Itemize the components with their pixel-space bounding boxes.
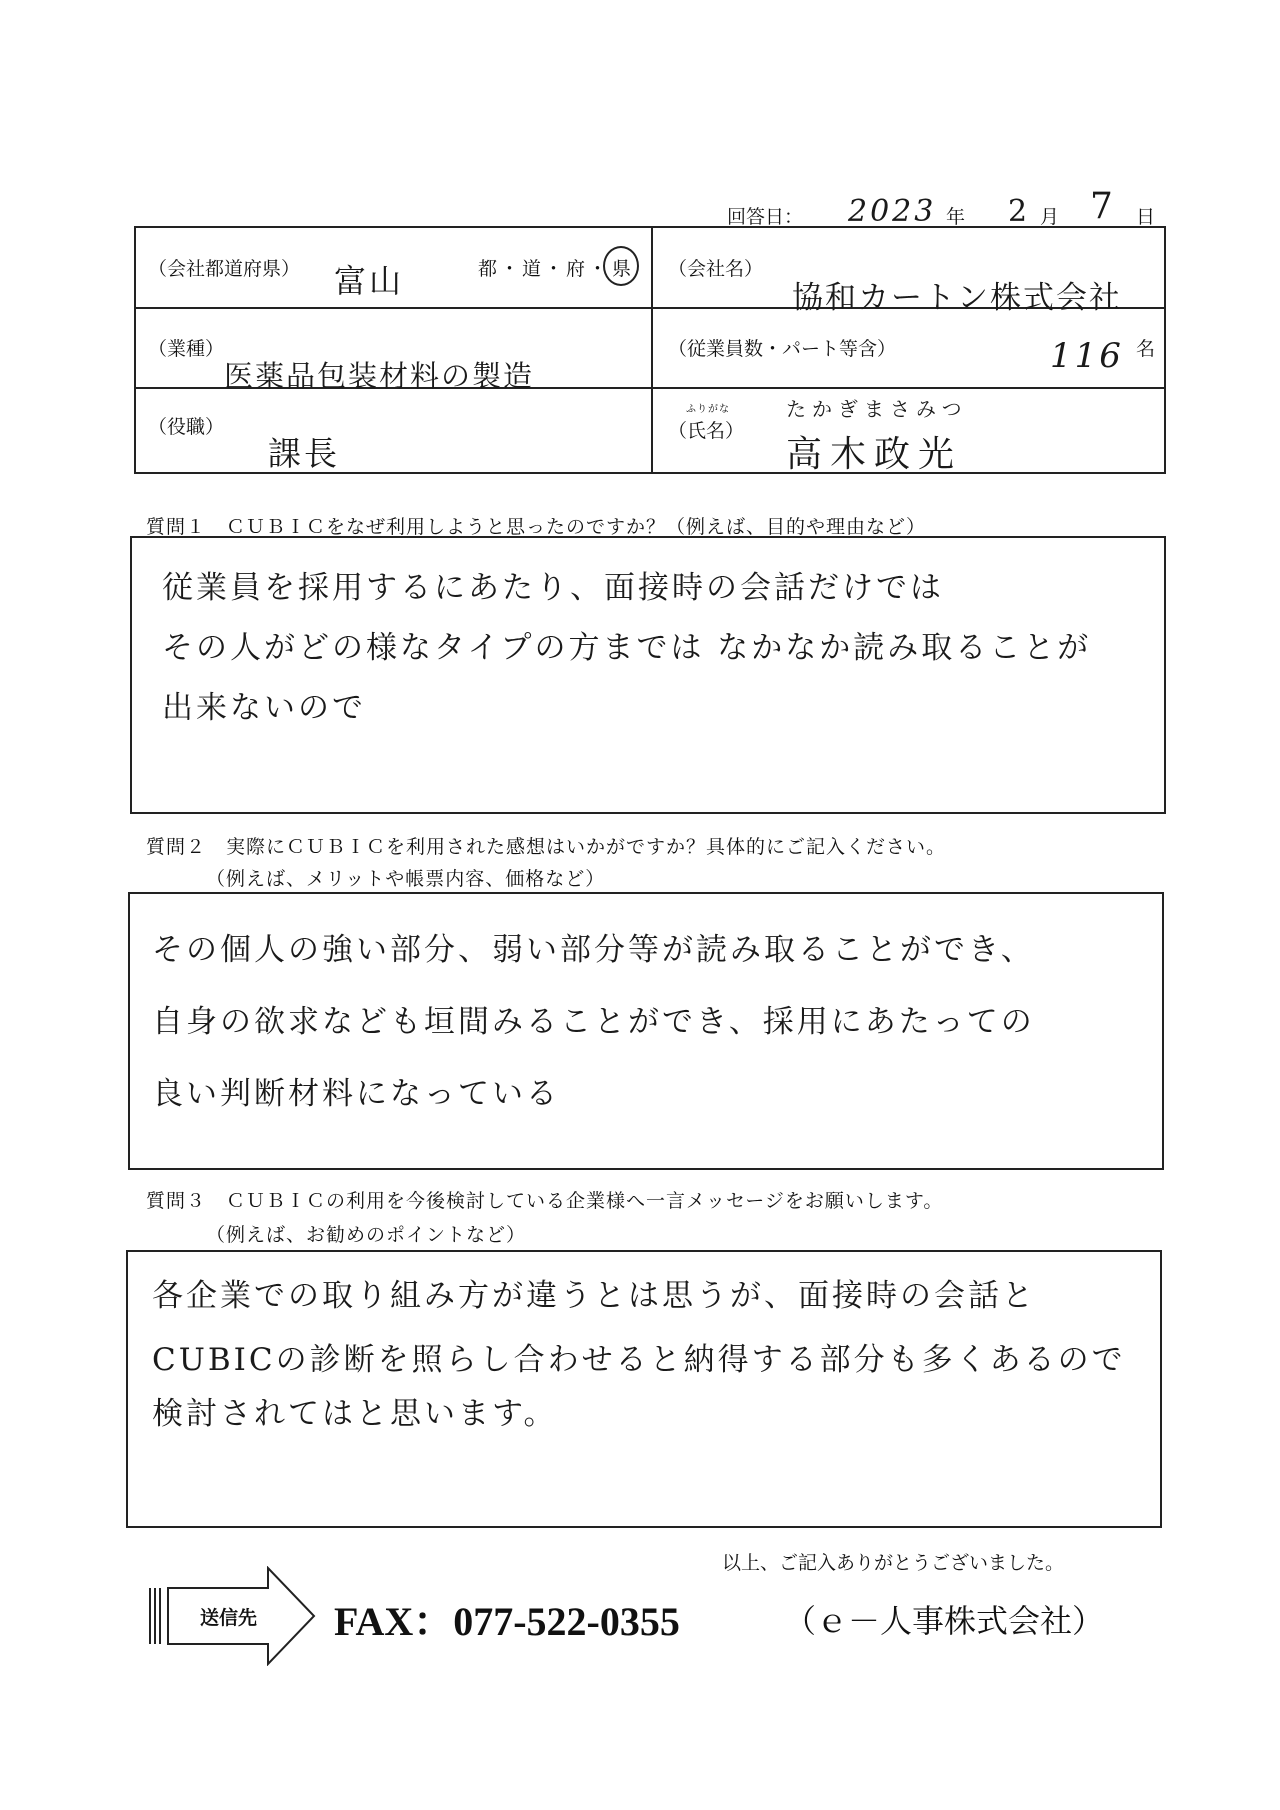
- answer-1-line-3: 出来ないので: [162, 690, 366, 726]
- answer-3-line-2: CUBICの診断を照らし合わせると納得する部分も多くあるので: [152, 1342, 1126, 1378]
- date-day: 7: [1090, 186, 1116, 227]
- date-month-unit: 月: [1040, 206, 1060, 228]
- answer-3-line-3: 検討されてはと思います。: [152, 1396, 558, 1432]
- date-year: 2023: [848, 194, 937, 229]
- prefecture-suffix-ken: 県: [612, 258, 632, 280]
- answer-2-line-3: 良い判断材料になっている: [152, 1076, 560, 1112]
- question-2-label: 質問２ 実際にＣＵＢＩＣを利用された感想はいかがですか？具体的にご記入ください。: [146, 836, 947, 858]
- selected-circle-mark: [603, 246, 639, 286]
- date-label: 回答日：: [727, 206, 804, 228]
- company-label: （会社名）: [668, 258, 764, 280]
- company-value: 協和カートン株式会社: [792, 280, 1122, 316]
- date-day-unit: 日: [1136, 206, 1156, 228]
- prefecture-suffix-to: 都: [478, 258, 498, 280]
- answer-3-line-1: 各企業での取り組み方が違うとは思うが、面接時の会話と: [152, 1278, 1036, 1314]
- question-3-label: 質問３ ＣＵＢＩＣの利用を今後検討している企業様へ一言メッセージをお願いします。: [146, 1190, 944, 1212]
- date-month: 2: [1008, 194, 1031, 229]
- employees-label: （従業員数・パート等含）: [668, 338, 897, 360]
- industry-label: （業種）: [148, 338, 225, 360]
- question-3-sub: （例えば、お勧めのポイントなど）: [206, 1224, 527, 1246]
- answer-2-line-2: 自身の欲求なども垣間みることができ、採用にあたっての: [152, 1004, 1035, 1040]
- position-label: （役職）: [148, 416, 225, 438]
- prefecture-suffix-fu: 府: [566, 258, 586, 280]
- employees-unit: 名: [1136, 338, 1156, 360]
- answer-2-box: [128, 892, 1164, 1170]
- name-label: （氏名）: [668, 420, 745, 442]
- answer-1-line-1: 従業員を採用するにあたり、面接時の会話だけでは: [162, 570, 944, 606]
- prefecture-value: 富山: [334, 262, 405, 300]
- fax-company: （ｅ－人事株式会社）: [784, 1602, 1105, 1640]
- fax-number: FAX：077-522-0355: [334, 1599, 680, 1644]
- thanks-text: 以上、ご記入ありがとうございました。: [722, 1552, 1065, 1574]
- answer-1-box: [130, 536, 1166, 814]
- furigana-label: ふりがな: [686, 404, 730, 415]
- position-value: 課長: [268, 434, 340, 473]
- answer-1-line-2: その人がどの様なタイプの方までは なかなか読み取ることが: [162, 630, 1092, 666]
- name-value: 高木政光: [786, 434, 963, 475]
- employees-value: 116: [1050, 336, 1124, 376]
- question-1-label: 質問１ ＣＵＢＩＣをなぜ利用しようと思ったのですか？（例えば、目的や理由など）: [146, 516, 927, 538]
- question-2-sub: （例えば、メリットや帳票内容、価格など）: [206, 868, 606, 890]
- answer-2-line-1: その個人の強い部分、弱い部分等が読み取ることができ、: [152, 932, 1035, 968]
- answer-3-box: [126, 1250, 1162, 1528]
- prefecture-suffix-do: 道: [522, 258, 542, 280]
- name-furigana: たかぎまさみつ: [786, 397, 968, 421]
- industry-value: 医薬品包装材料の製造: [224, 359, 535, 393]
- prefecture-label: （会社都道府県）: [148, 258, 301, 280]
- info-col-divider: [651, 226, 653, 474]
- send-label: 送信先: [200, 1607, 258, 1629]
- date-year-unit: 年: [946, 206, 966, 228]
